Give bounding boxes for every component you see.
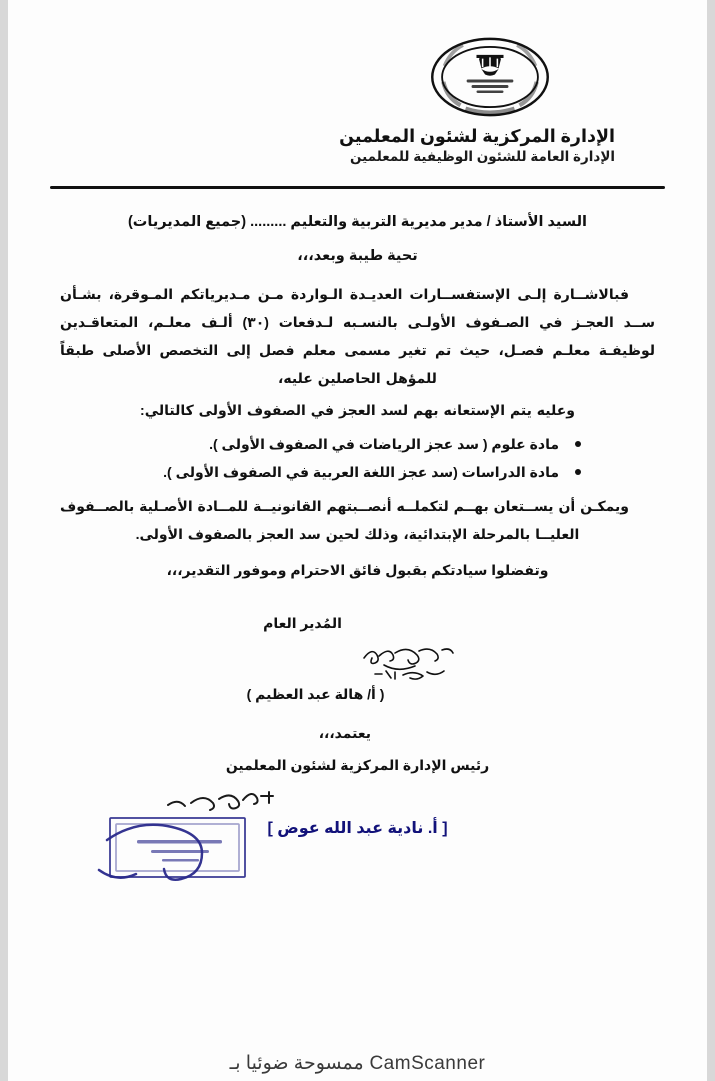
list-item-label: مادة الدراسات (سد عجز اللغة العربية في الصفوف الأولى ). — [163, 464, 559, 480]
approval-keyword: يعتمد،،، — [318, 725, 371, 741]
body-paragraph-3: ويمكـن أن يســتعان بهــم لتكملــه أنصــبتهم القانونيــة للمــادة الأصـلية بالصــفوف العليــا بالمرحلة الإبتدائية، وذلك لحين سد العجز بالصفوف الأولى. — [60, 498, 629, 542]
signer-title: المُدير العام — [263, 615, 342, 631]
body-paragraph-2: وعليه يتم الإستعانه بهم لسد العجز في الصفوف الأولى كالتالي: — [140, 402, 575, 418]
approver-name: [ أ. نادية عبد الله عوض ] — [267, 820, 448, 837]
org-name-secondary: الإدارة العامة للشئون الوظيفية للمعلمين — [350, 148, 615, 164]
list-item-label: مادة علوم ( سد عجز الرياضات في الصفوف الأولى ). — [209, 436, 559, 452]
header-divider-rule — [50, 186, 665, 189]
scanner-arabic-label: ممسوحة ضوئيا بـ — [229, 1053, 364, 1074]
scanner-watermark — [8, 1052, 707, 1075]
closing-line: وتفضلوا سيادتكم بقبول فائق الاحترام وموفور التقدير،،، — [166, 562, 549, 578]
body-paragraph-1: فبالاشــارة إلـى الإستفســارات العديـدة الـواردة مـن مـديرياتكم المـوقرة، بشـأن ســد العجـز في الصـفوف الأولـى بالنسـبه لـدفعات (٣٠) ألـف معلـم، المتعاقـدين لوظيفـة معلـم فصـل، حيث تم تغير مسمى معلم فصل إلى التخصص الأصلى طبقاً للمؤهل الحاصلين عليه، — [60, 286, 655, 386]
org-name-primary: الإدارة المركزية لشئون المعلمين — [339, 126, 615, 146]
addressee-line: السيد الأستاذ / مدير مديرية التربية والتعليم ......... (جميع المديريات) — [127, 214, 588, 230]
bullet-dot-icon — [575, 469, 581, 475]
primary-signature-name-row — [8, 686, 707, 703]
subject-bullet-list — [60, 430, 655, 486]
list-item — [60, 430, 581, 458]
footer-mask — [8, 1035, 707, 1051]
list-item — [60, 458, 581, 486]
primary-signature-block — [8, 615, 707, 634]
approver-title: رئيس الإدارة المركزية لشئون المعلمين — [225, 757, 490, 773]
scanner-brand-label: CamScanner — [369, 1053, 486, 1074]
document-header — [339, 34, 615, 166]
paper-sheet — [8, 0, 707, 1081]
document-body — [60, 214, 655, 579]
ministry-seal-icon — [428, 34, 552, 120]
signer-name: ( أ/ هالة عبد العظيم ) — [246, 686, 385, 702]
bullet-dot-icon — [575, 441, 581, 447]
greeting-line: تحية طيبة وبعد،،، — [297, 248, 418, 264]
